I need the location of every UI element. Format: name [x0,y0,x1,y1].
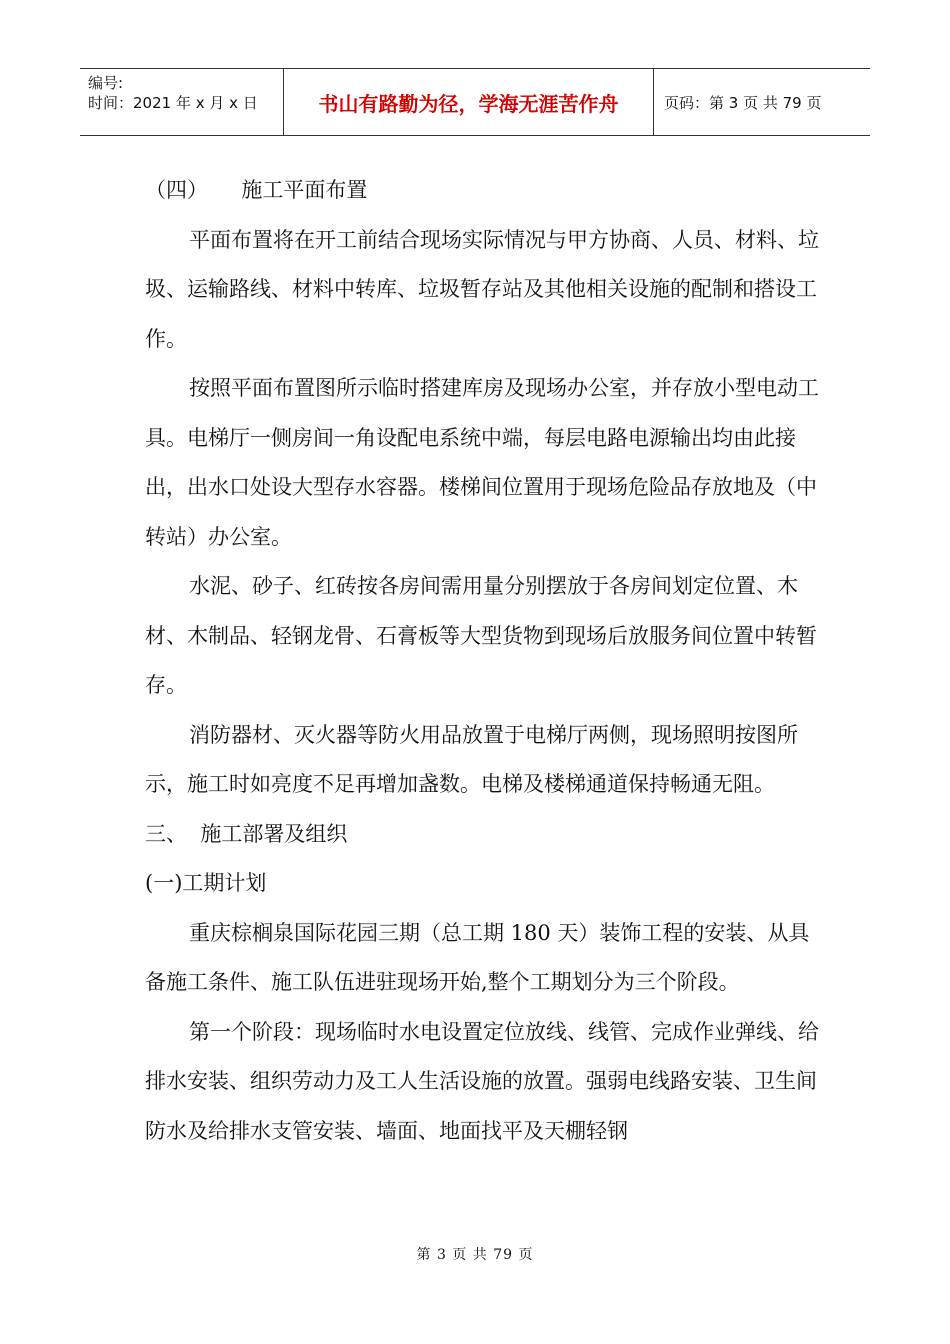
paragraph-4: 消防器材、灭火器等防火用品放置于电梯厅两侧，现场照明按图所示，施工时如亮度不足再增加盏数。电梯及楼梯通道保持畅通无阻。 [145,722,798,796]
page-footer: 第 3 页 共 79 页 [416,1247,534,1263]
header-motto: 书山有路勤为径，学海无涯苦作舟 [283,69,654,135]
chapter-heading-3: 三、 施工部署及组织 [145,821,348,846]
subsection-heading-1: (一)工期计划 [145,871,267,895]
document-date: 时间：2021 年 x 月 x 日 [88,94,258,112]
page-header [80,68,870,136]
section-heading-4: （四） 施工平面布置 [145,178,368,202]
header-meta [80,69,283,135]
document-body [145,166,825,1156]
paragraph-2: 按照平面布置图所示临时搭建库房及现场办公室，并存放小型电动工具。电梯厅一侧房间一角设配电系统中端，每层电路电源输出均由此接出，出水口处设大型存水容器。楼梯间位置用于现场危险品存放地及（中转站）办公室。 [145,376,819,549]
paragraph-5: 重庆棕榈泉国际花园三期（总工期 180 天）装饰工程的安装、从具备施工条件、施工队伍进驻现场开始,整个工期划分为三个阶段。 [145,920,810,994]
paragraph-1: 平面布置将在开工前结合现场实际情况与甲方协商、人员、材料、垃圾、运输路线、材料中转库、垃圾暂存站及其他相关设施的配制和搭设工作。 [145,227,819,351]
paragraph-3: 水泥、砂子、红砖按各房间需用量分别摆放于各房间划定位置、木材、木制品、轻钢龙骨、石膏板等大型货物到现场后放服务间位置中转暂存。 [145,574,817,697]
paragraph-6: 第一个阶段：现场临时水电设置定位放线、线管、完成作业弹线、给排水安装、组织劳动力及工人生活设施的放置。强弱电线路安装、卫生间防水及给排水支管安装、墙面、地面找平及天棚轻钢 [145,1019,819,1143]
header-page-info: 页码：第 3 页 共 79 页 [664,93,822,112]
document-number-label: 编号: [88,74,124,92]
